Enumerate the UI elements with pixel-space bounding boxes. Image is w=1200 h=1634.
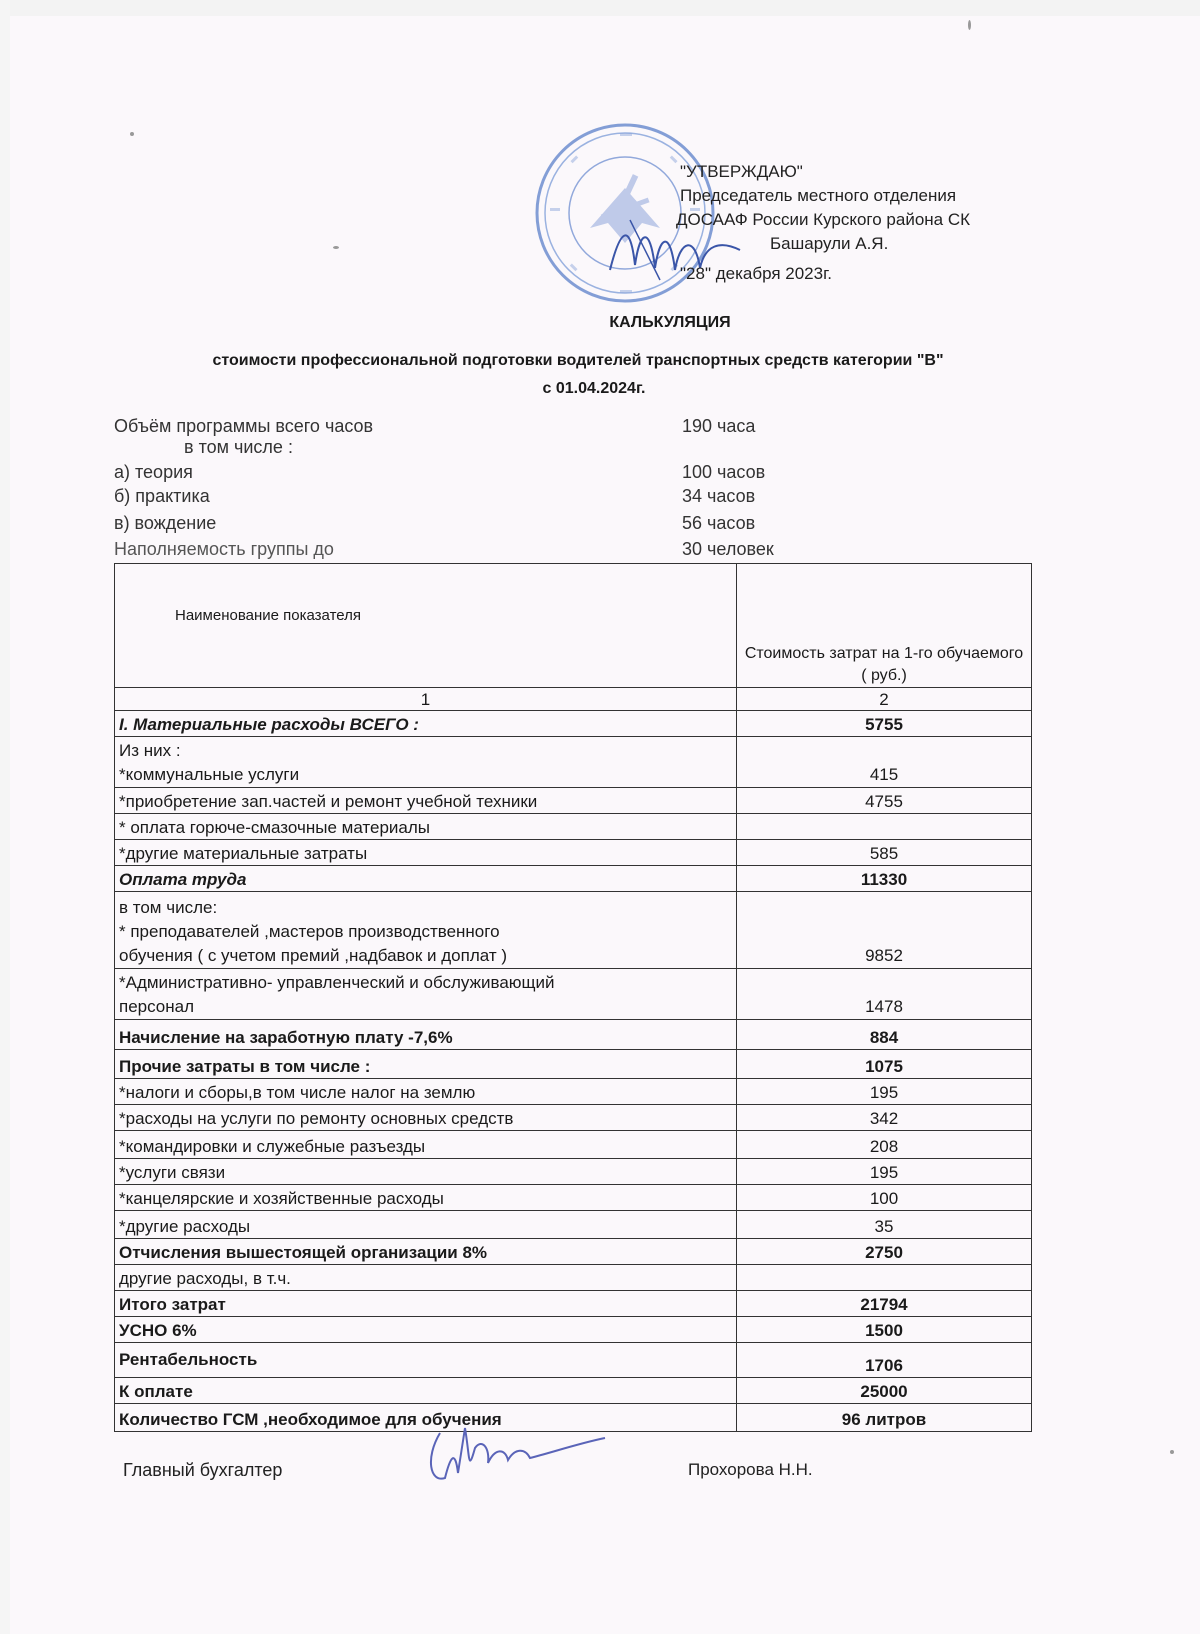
scan-speck	[1170, 1450, 1174, 1454]
row-label: *услуги связи	[115, 1159, 737, 1185]
row-value: 195	[737, 1079, 1032, 1105]
effective-date: с 01.04.2024г.	[542, 380, 646, 397]
row-value: 21794	[737, 1291, 1032, 1317]
scan-edge-top	[0, 0, 1200, 16]
table-row	[115, 1291, 1032, 1317]
program-row	[114, 438, 814, 460]
row-label: * оплата горюче-смазочные материалы	[115, 814, 737, 840]
table-row	[115, 892, 1032, 969]
column-number: 2	[737, 688, 1032, 711]
table-row	[115, 1050, 1032, 1079]
handwritten-signature-icon	[420, 1418, 610, 1488]
program-row	[114, 537, 814, 561]
row-label: *налоги и сборы,в том числе налог на землю	[115, 1079, 737, 1105]
row-value	[737, 1265, 1032, 1291]
scan-speck	[130, 132, 134, 136]
table-row	[115, 1105, 1032, 1131]
row-label-line: обучения ( с учетом премий ,надбавок и доплат )	[119, 946, 507, 965]
table-row	[115, 737, 1032, 788]
row-label: Прочие затраты в том числе :	[115, 1050, 737, 1079]
table-row	[115, 1317, 1032, 1343]
program-label: в) вождение	[114, 513, 217, 533]
program-value: 34 часов	[682, 486, 756, 506]
row-label: *другие расходы	[115, 1211, 737, 1239]
table-row	[115, 969, 1032, 1020]
row-value: 195	[737, 1159, 1032, 1185]
program-label: Объём программы всего часов	[114, 416, 374, 436]
column-number-row	[115, 688, 1032, 711]
row-label	[115, 737, 737, 788]
row-value: 342	[737, 1105, 1032, 1131]
program-row	[114, 460, 814, 484]
row-label: Количество ГСМ ,необходимое для обучения	[115, 1404, 737, 1432]
header-indicator-name: Наименование показателя	[115, 564, 737, 688]
row-label: *расходы на услуги по ремонту основных средств	[115, 1105, 737, 1131]
row-label	[115, 969, 737, 1020]
program-label: б) практика	[114, 486, 210, 506]
row-value: 96 литров	[737, 1404, 1032, 1432]
row-value: 208	[737, 1131, 1032, 1159]
table-row	[115, 1378, 1032, 1404]
row-value: 585	[737, 840, 1032, 866]
program-row	[114, 414, 814, 438]
row-value: 5755	[737, 711, 1032, 737]
approval-date: "28" декабря 2023г.	[680, 264, 832, 283]
table-row	[115, 1079, 1032, 1105]
row-label: *канцелярские и хозяйственные расходы	[115, 1185, 737, 1211]
table-row	[115, 788, 1032, 814]
program-parameters	[114, 414, 814, 561]
table-row	[115, 1239, 1032, 1265]
row-value: 9852	[737, 892, 1032, 969]
chief-accountant-title: Главный бухгалтер	[123, 1460, 283, 1480]
row-label: К оплате	[115, 1378, 737, 1404]
row-value: 415	[737, 737, 1032, 788]
header-cost-per-student: Стоимость затрат на 1-го обучаемого ( руб.)	[737, 564, 1032, 688]
row-value: 1706	[737, 1343, 1032, 1378]
program-row	[114, 511, 814, 535]
program-label: в том числе :	[184, 437, 293, 457]
row-value	[737, 814, 1032, 840]
row-label: Отчисления вышестоящей организации 8%	[115, 1239, 737, 1265]
row-label	[115, 892, 737, 969]
row-label-line: персонал	[119, 997, 195, 1016]
row-label: *другие материальные затраты	[115, 840, 737, 866]
row-label: другие расходы, в т.ч.	[115, 1265, 737, 1291]
table-row	[115, 1131, 1032, 1159]
table-row	[115, 840, 1032, 866]
row-label: I. Материальные расходы ВСЕГО :	[115, 711, 737, 737]
table-row	[115, 711, 1032, 737]
approval-position-line2: ДОСААФ России Курского района СК	[676, 210, 971, 229]
row-value: 1500	[737, 1317, 1032, 1343]
row-label: Начисление на заработную плату -7,6%	[115, 1020, 737, 1050]
table-row	[115, 1211, 1032, 1239]
table-row	[115, 1265, 1032, 1291]
row-label: Рентабельность	[115, 1343, 737, 1378]
scan-speck	[968, 20, 971, 30]
table-row	[115, 866, 1032, 892]
approval-position-line1: Председатель местного отделения	[680, 186, 957, 205]
approval-name: Башарули А.Я.	[770, 234, 889, 253]
row-label: *приобретение зап.частей и ремонт учебной техники	[115, 788, 737, 814]
row-label: Итого затрат	[115, 1291, 737, 1317]
row-value: 100	[737, 1185, 1032, 1211]
document-title: КАЛЬКУЛЯЦИЯ	[609, 314, 731, 331]
row-value: 884	[737, 1020, 1032, 1050]
document-subtitle: стоимости профессиональной подготовки водителей транспортных средств категории "В"	[212, 352, 944, 369]
table-row	[115, 1343, 1032, 1378]
cost-calculation-table	[114, 563, 1032, 1432]
table-row	[115, 1185, 1032, 1211]
chief-accountant-name: Прохорова Н.Н.	[688, 1460, 813, 1479]
program-value: 100 часов	[682, 462, 766, 482]
row-value: 35	[737, 1211, 1032, 1239]
program-value: 190 часа	[682, 416, 756, 436]
row-label-line: в том числе:	[119, 898, 218, 917]
row-label-line: *Административно- управленческий и обслуживающий	[119, 973, 555, 992]
program-label: Наполняемость группы до	[114, 539, 334, 559]
row-value: 4755	[737, 788, 1032, 814]
approval-heading: "УТВЕРЖДАЮ"	[680, 162, 803, 181]
program-value: 56 часов	[682, 513, 756, 533]
row-label: УСНО 6%	[115, 1317, 737, 1343]
program-label: а) теория	[114, 462, 193, 482]
row-label-line: * преподавателей ,мастеров производственного	[119, 922, 500, 941]
table-row	[115, 1020, 1032, 1050]
row-value: 1075	[737, 1050, 1032, 1079]
row-value: 1478	[737, 969, 1032, 1020]
approval-block	[676, 160, 970, 286]
program-value: 30 человек	[682, 539, 774, 559]
table-row	[115, 814, 1032, 840]
column-number: 1	[115, 688, 737, 711]
scan-edge-left	[0, 0, 10, 1634]
row-label: Оплата труда	[115, 866, 737, 892]
table-row	[115, 1159, 1032, 1185]
row-label: *командировки и служебные разъезды	[115, 1131, 737, 1159]
row-value: 11330	[737, 866, 1032, 892]
row-value: 25000	[737, 1378, 1032, 1404]
program-row	[114, 484, 814, 508]
scan-speck	[333, 246, 339, 249]
row-label-line: Из них :	[119, 741, 181, 760]
row-value: 2750	[737, 1239, 1032, 1265]
table-header-row	[115, 564, 1032, 688]
row-label-line: *коммунальные услуги	[119, 765, 300, 784]
